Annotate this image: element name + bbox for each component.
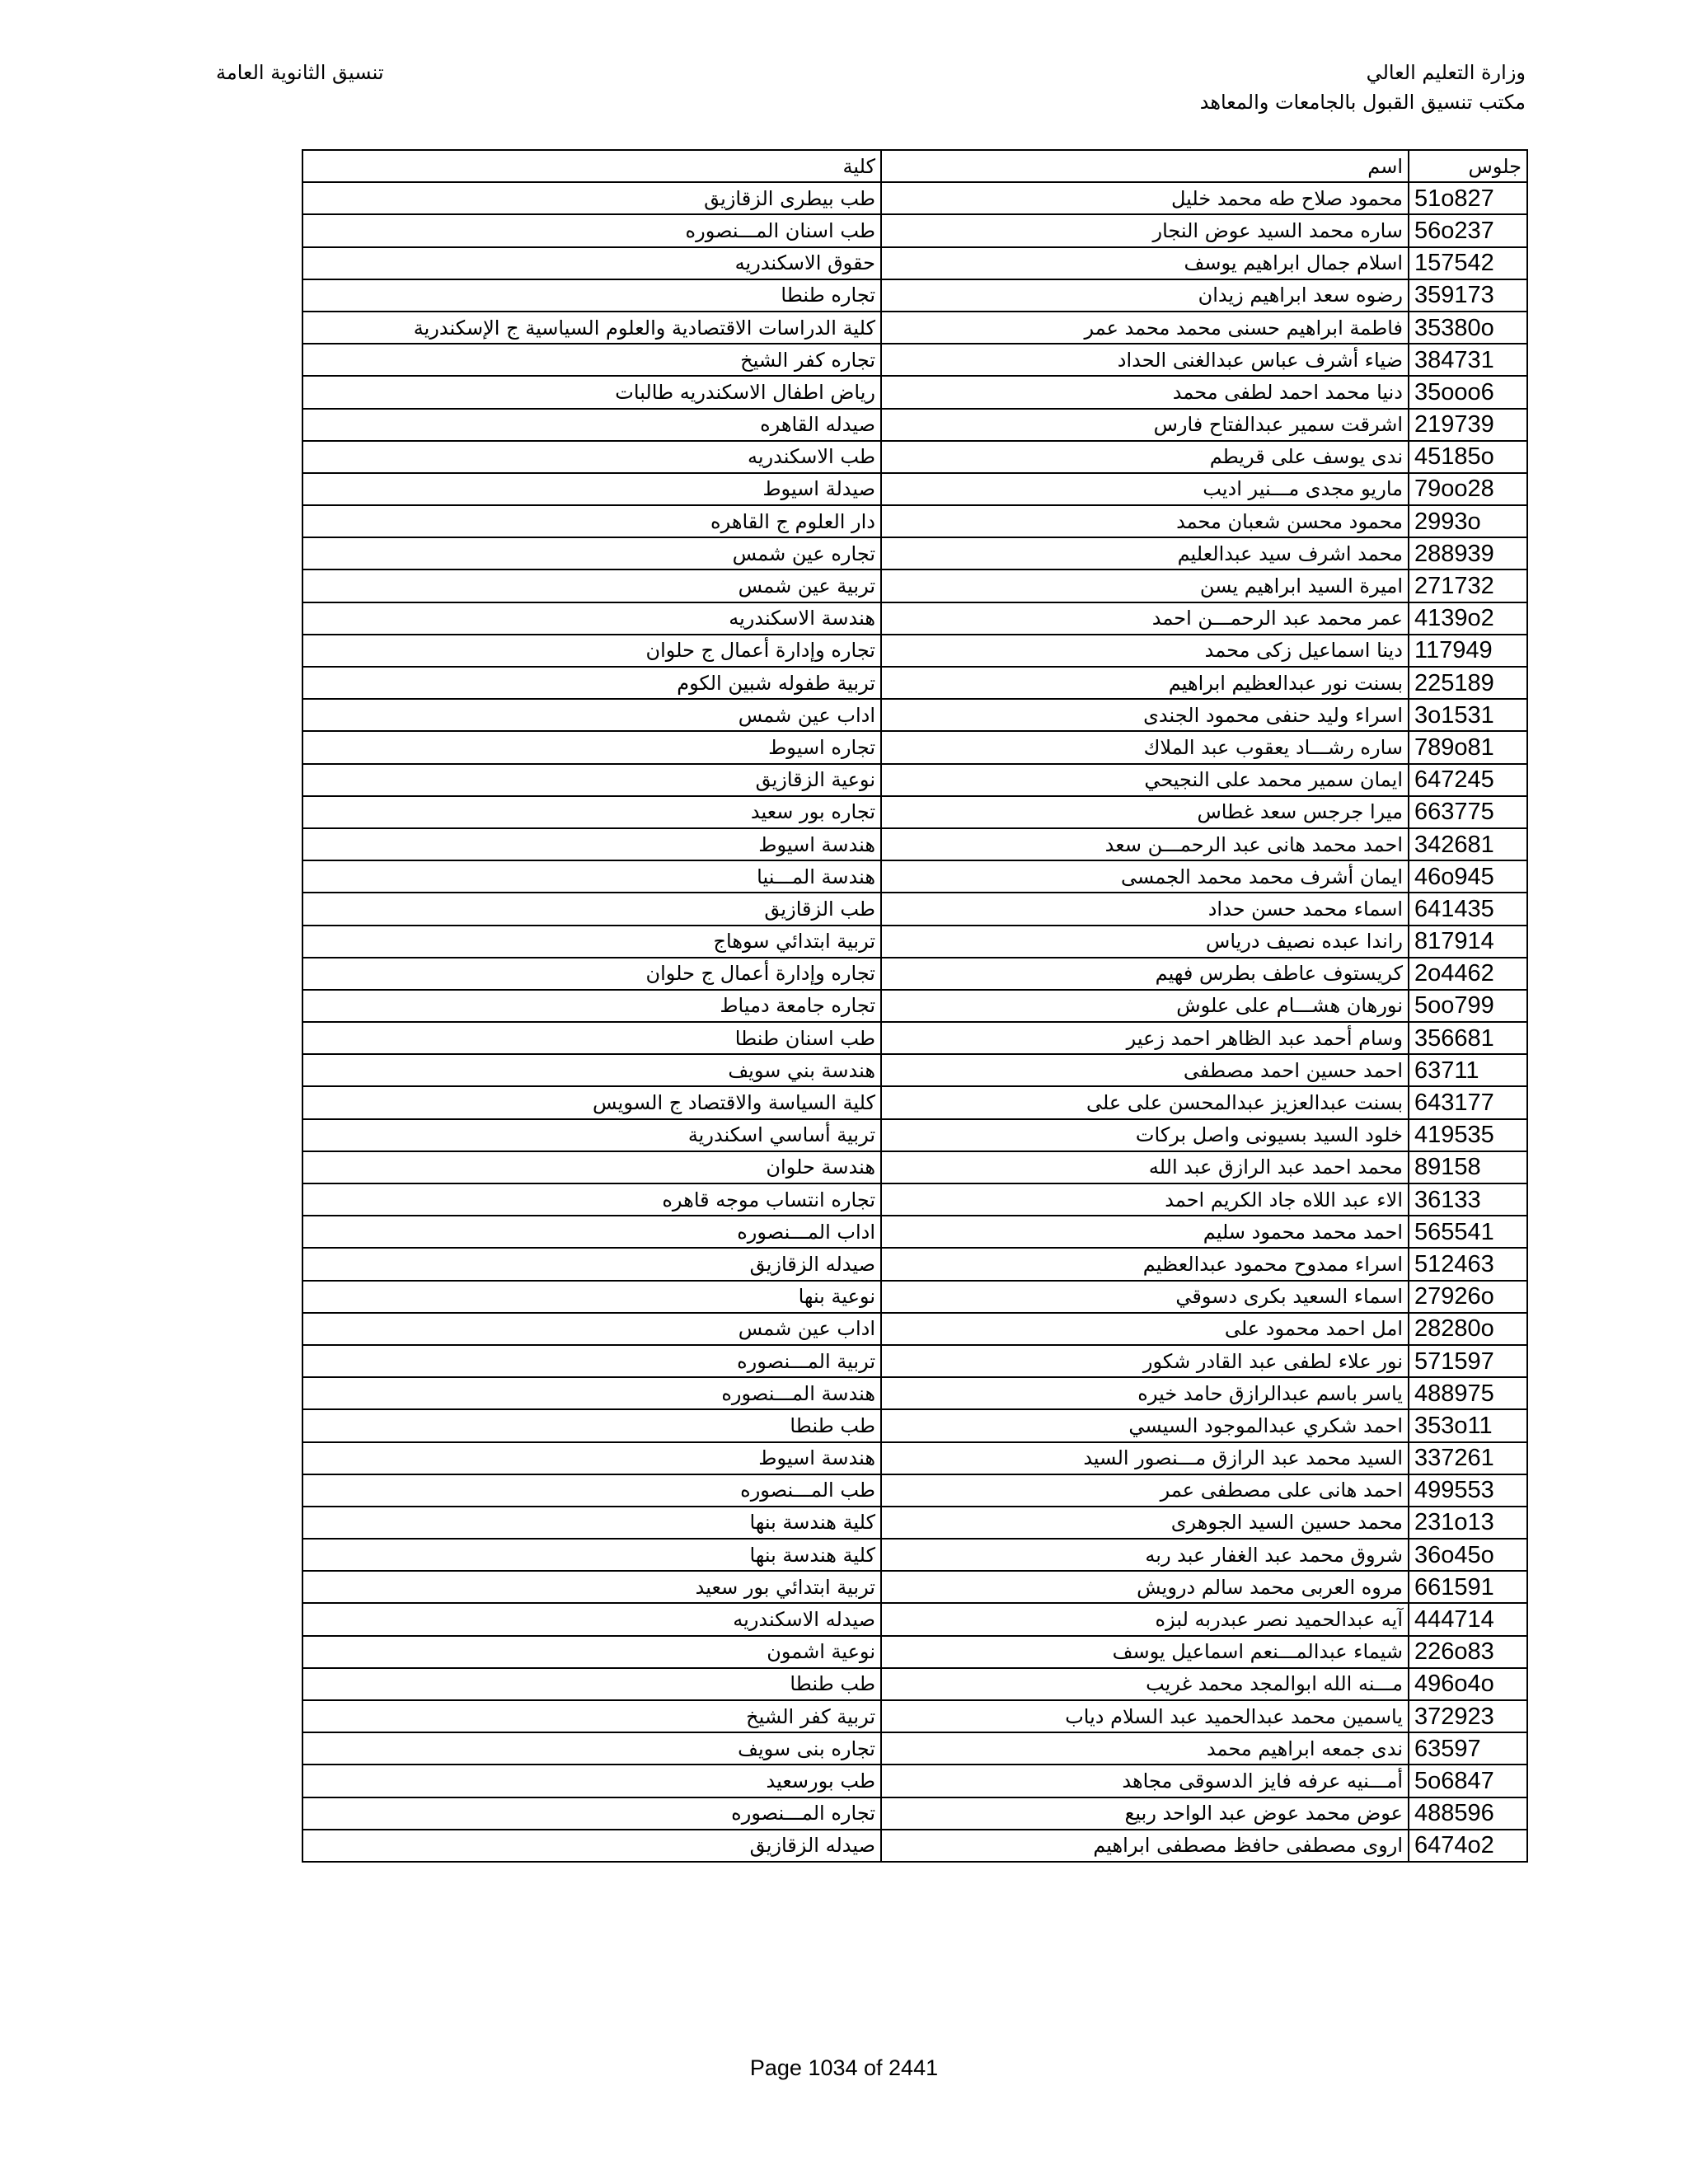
table-row bbox=[302, 473, 1527, 505]
table-row bbox=[302, 1765, 1527, 1797]
admissions-table bbox=[302, 149, 1528, 1863]
table-row bbox=[302, 1313, 1527, 1345]
table-row bbox=[302, 1603, 1527, 1635]
student-name-cell: ساره رشـــاد يعقوب عبد الملاك bbox=[881, 731, 1409, 763]
seat-number-cell: 647245 bbox=[1409, 764, 1527, 796]
table-row bbox=[302, 505, 1527, 537]
college-cell: تربية ابتدائي بور سعيد bbox=[302, 1571, 881, 1603]
seat-number-cell: 35ooo6 bbox=[1409, 376, 1527, 408]
table-row bbox=[302, 828, 1527, 860]
student-name-cell: اسماء محمد حسن حداد bbox=[881, 893, 1409, 925]
student-name-cell: آيه عبدالحميد نصر عبدربه لبزه bbox=[881, 1603, 1409, 1635]
student-name-cell: اروى مصطفى حافظ مصطفى ابراهيم bbox=[881, 1830, 1409, 1862]
table-row bbox=[302, 441, 1527, 473]
seat-number-cell: 157542 bbox=[1409, 247, 1527, 279]
college-cell: هندسة اسيوط bbox=[302, 1442, 881, 1474]
college-cell: تربية كفر الشيخ bbox=[302, 1700, 881, 1732]
table-row bbox=[302, 1571, 1527, 1603]
table-row bbox=[302, 860, 1527, 893]
table-row bbox=[302, 1797, 1527, 1830]
college-cell: صيدله القاهره bbox=[302, 409, 881, 441]
student-name-cell: محمد احمد عبد الرازق عبد الله bbox=[881, 1151, 1409, 1183]
college-cell: طب الزقازيق bbox=[302, 893, 881, 925]
college-cell: هندسة الاسكندريه bbox=[302, 602, 881, 635]
seat-number-cell: 225189 bbox=[1409, 667, 1527, 699]
college-cell: طب طنطا bbox=[302, 1409, 881, 1441]
table-row bbox=[302, 1281, 1527, 1313]
student-name-cell: اشرقت سمير عبدالفتاح فارس bbox=[881, 409, 1409, 441]
seat-number-cell: 565541 bbox=[1409, 1216, 1527, 1248]
seat-number-cell: 226o83 bbox=[1409, 1636, 1527, 1668]
student-name-cell: مـــنه الله ابوالمجد محمد غريب bbox=[881, 1668, 1409, 1700]
college-cell: رياض اطفال الاسكندريه طالبات bbox=[302, 376, 881, 408]
table-row bbox=[302, 537, 1527, 569]
student-name-cell: محمد اشرف سيد عبدالعليم bbox=[881, 537, 1409, 569]
table-row bbox=[302, 182, 1527, 214]
student-name-cell: عوض محمد عوض عبد الواحد ربيع bbox=[881, 1797, 1409, 1830]
student-name-cell: اسلام جمال ابراهيم يوسف bbox=[881, 247, 1409, 279]
table-row bbox=[302, 1345, 1527, 1377]
college-cell: صيدله الزقازيق bbox=[302, 1248, 881, 1280]
student-name-cell: احمد محمد هانى عبد الرحمـــن سعد bbox=[881, 828, 1409, 860]
college-cell: تجاره كفر الشيخ bbox=[302, 344, 881, 376]
table-row bbox=[302, 569, 1527, 602]
student-name-cell: ماريو مجدى مـــنير اديب bbox=[881, 473, 1409, 505]
page-number: Page 1034 of 2441 bbox=[749, 2055, 939, 2080]
table-row bbox=[302, 602, 1527, 635]
table-row bbox=[302, 1507, 1527, 1539]
seat-number-cell: 661591 bbox=[1409, 1571, 1527, 1603]
table-row bbox=[302, 409, 1527, 441]
table-row bbox=[302, 1539, 1527, 1571]
student-name-cell: محمود صلاح طه محمد خليل bbox=[881, 182, 1409, 214]
table-row bbox=[302, 344, 1527, 376]
college-cell: كلية السياسة والاقتصاد ج السويس bbox=[302, 1086, 881, 1118]
table-row bbox=[302, 1216, 1527, 1248]
table-row bbox=[302, 1636, 1527, 1668]
seat-number-cell: 27926o bbox=[1409, 1281, 1527, 1313]
student-name-cell: ساره محمد السيد عوض النجار bbox=[881, 214, 1409, 246]
table-header-row bbox=[302, 150, 1527, 182]
college-cell: طب بورسعيد bbox=[302, 1765, 881, 1797]
student-name-cell: اسراء وليد حنفى محمود الجندى bbox=[881, 699, 1409, 731]
college-cell: اداب عين شمس bbox=[302, 699, 881, 731]
seat-number-cell: 79oo28 bbox=[1409, 473, 1527, 505]
seat-number-cell: 789o81 bbox=[1409, 731, 1527, 763]
student-name-cell: ايمان سمير محمد على النجيحي bbox=[881, 764, 1409, 796]
table-row bbox=[302, 1668, 1527, 1700]
college-cell: تجاره بور سعيد bbox=[302, 796, 881, 828]
college-cell: تجاره المـــنصوره bbox=[302, 1797, 881, 1830]
table-row bbox=[302, 731, 1527, 763]
seat-number-cell: 512463 bbox=[1409, 1248, 1527, 1280]
table-row bbox=[302, 1474, 1527, 1507]
seat-number-cell: 2o4462 bbox=[1409, 958, 1527, 990]
column-header-college: كلية bbox=[302, 150, 881, 182]
table-row bbox=[302, 1830, 1527, 1862]
college-cell: تجاره وإدارة أعمال ج حلوان bbox=[302, 958, 881, 990]
seat-number-cell: 63711 bbox=[1409, 1054, 1527, 1086]
seat-number-cell: 3o1531 bbox=[1409, 699, 1527, 731]
student-name-cell: ميرا جرجس سعد غطاس bbox=[881, 796, 1409, 828]
seat-number-cell: 56o237 bbox=[1409, 214, 1527, 246]
seat-number-cell: 51o827 bbox=[1409, 182, 1527, 214]
college-cell: تربية المـــنصوره bbox=[302, 1345, 881, 1377]
college-cell: دار العلوم ج القاهره bbox=[302, 505, 881, 537]
college-cell: صيدله الزقازيق bbox=[302, 1830, 881, 1862]
table-row bbox=[302, 1119, 1527, 1151]
student-name-cell: اميرة السيد ابراهيم يسن bbox=[881, 569, 1409, 602]
college-cell: تجاره وإدارة أعمال ج حلوان bbox=[302, 635, 881, 667]
student-name-cell: بسنت نور عبدالعظيم ابراهيم bbox=[881, 667, 1409, 699]
seat-number-cell: 35380o bbox=[1409, 312, 1527, 344]
table-row bbox=[302, 247, 1527, 279]
student-name-cell: اسماء السعيد بكرى دسوقي bbox=[881, 1281, 1409, 1313]
seat-number-cell: 45185o bbox=[1409, 441, 1527, 473]
college-cell: تجاره طنطا bbox=[302, 279, 881, 312]
seat-number-cell: 288939 bbox=[1409, 537, 1527, 569]
college-cell: تربية عين شمس bbox=[302, 569, 881, 602]
table-row bbox=[302, 635, 1527, 667]
student-name-cell: ياسمين محمد عبدالحميد عبد السلام دياب bbox=[881, 1700, 1409, 1732]
table-row bbox=[302, 279, 1527, 312]
table-row bbox=[302, 667, 1527, 699]
student-name-cell: نور علاء لطفى عبد القادر شكور bbox=[881, 1345, 1409, 1377]
student-name-cell: شيماء عبدالمـــنعم اسماعيل يوسف bbox=[881, 1636, 1409, 1668]
student-name-cell: دينا اسماعيل زكى محمد bbox=[881, 635, 1409, 667]
table-row bbox=[302, 1054, 1527, 1086]
table-row bbox=[302, 796, 1527, 828]
seat-number-cell: 231o13 bbox=[1409, 1507, 1527, 1539]
seat-number-cell: 643177 bbox=[1409, 1086, 1527, 1118]
seat-number-cell: 271732 bbox=[1409, 569, 1527, 602]
seat-number-cell: 359173 bbox=[1409, 279, 1527, 312]
college-cell: صيدله الاسكندريه bbox=[302, 1603, 881, 1635]
table-row bbox=[302, 1377, 1527, 1409]
seat-number-cell: 817914 bbox=[1409, 926, 1527, 958]
seat-number-cell: 372923 bbox=[1409, 1700, 1527, 1732]
coordination-title: تنسيق الثانوية العامة bbox=[216, 61, 384, 84]
seat-number-cell: 342681 bbox=[1409, 828, 1527, 860]
seat-number-cell: 641435 bbox=[1409, 893, 1527, 925]
table-row bbox=[302, 1732, 1527, 1765]
student-name-cell: ياسر باسم عبدالرازق حامد خيره bbox=[881, 1377, 1409, 1409]
college-cell: طب اسنان المـــنصوره bbox=[302, 214, 881, 246]
table-row bbox=[302, 990, 1527, 1022]
college-cell: هندسة المـــنيا bbox=[302, 860, 881, 893]
table-row bbox=[302, 214, 1527, 246]
seat-number-cell: 419535 bbox=[1409, 1119, 1527, 1151]
college-cell: نوعية الزقازيق bbox=[302, 764, 881, 796]
table-row bbox=[302, 893, 1527, 925]
student-name-cell: محمود محسن شعبان محمد bbox=[881, 505, 1409, 537]
college-cell: طب الاسكندريه bbox=[302, 441, 881, 473]
seat-number-cell: 46o945 bbox=[1409, 860, 1527, 893]
seat-number-cell: 499553 bbox=[1409, 1474, 1527, 1507]
seat-number-cell: 571597 bbox=[1409, 1345, 1527, 1377]
seat-number-cell: 36o45o bbox=[1409, 1539, 1527, 1571]
table-row bbox=[302, 312, 1527, 344]
college-cell: طب طنطا bbox=[302, 1668, 881, 1700]
college-cell: هندسة اسيوط bbox=[302, 828, 881, 860]
college-cell: طب بيطرى الزقازيق bbox=[302, 182, 881, 214]
college-cell: كلية الدراسات الاقتصادية والعلوم السياسية ج الإسكندرية bbox=[302, 312, 881, 344]
seat-number-cell: 4139o2 bbox=[1409, 602, 1527, 635]
college-cell: تربية ابتدائي سوهاج bbox=[302, 926, 881, 958]
student-name-cell: محمد حسين السيد الجوهرى bbox=[881, 1507, 1409, 1539]
seat-number-cell: 488596 bbox=[1409, 1797, 1527, 1830]
office-title: مكتب تنسيق القبول بالجامعات والمعاهد bbox=[1199, 91, 1526, 114]
student-name-cell: راندا عبده نصيف درياس bbox=[881, 926, 1409, 958]
student-name-cell: السيد محمد عبد الرازق مـــنصور السيد bbox=[881, 1442, 1409, 1474]
student-name-cell: عمر محمد عبد الرحمـــن احمد bbox=[881, 602, 1409, 635]
college-cell: تربية أساسي اسكندرية bbox=[302, 1119, 881, 1151]
college-cell: تجاره اسيوط bbox=[302, 731, 881, 763]
college-cell: كلية هندسة بنها bbox=[302, 1539, 881, 1571]
seat-number-cell: 356681 bbox=[1409, 1022, 1527, 1054]
table-row bbox=[302, 1700, 1527, 1732]
college-cell: تجاره انتساب موجه قاهره bbox=[302, 1183, 881, 1216]
header-right bbox=[1200, 58, 1526, 117]
student-name-cell: احمد شكري عبدالموجود السيسي bbox=[881, 1409, 1409, 1441]
table-row bbox=[302, 764, 1527, 796]
table-row bbox=[302, 958, 1527, 990]
student-name-cell: مروه العربى محمد سالم درويش bbox=[881, 1571, 1409, 1603]
student-name-cell: اسراء ممدوح محمود عبدالعظيم bbox=[881, 1248, 1409, 1280]
table-row bbox=[302, 699, 1527, 731]
seat-number-cell: 63597 bbox=[1409, 1732, 1527, 1765]
seat-number-cell: 663775 bbox=[1409, 796, 1527, 828]
table-row bbox=[302, 1409, 1527, 1441]
college-cell: تجاره جامعة دمياط bbox=[302, 990, 881, 1022]
seat-number-cell: 117949 bbox=[1409, 635, 1527, 667]
college-cell: كلية هندسة بنها bbox=[302, 1507, 881, 1539]
seat-number-cell: 384731 bbox=[1409, 344, 1527, 376]
seat-number-cell: 5o6847 bbox=[1409, 1765, 1527, 1797]
seat-number-cell: 6474o2 bbox=[1409, 1830, 1527, 1862]
student-name-cell: ايمان أشرف محمد محمد الجمسى bbox=[881, 860, 1409, 893]
column-header-seat: جلوس bbox=[1409, 150, 1527, 182]
seat-number-cell: 5oo799 bbox=[1409, 990, 1527, 1022]
student-name-cell: كريستوف عاطف بطرس فهيم bbox=[881, 958, 1409, 990]
student-name-cell: ندى يوسف على قريطم bbox=[881, 441, 1409, 473]
table-row bbox=[302, 1086, 1527, 1118]
student-name-cell: امل احمد محمود على bbox=[881, 1313, 1409, 1345]
college-cell: نوعية بنها bbox=[302, 1281, 881, 1313]
seat-number-cell: 36133 bbox=[1409, 1183, 1527, 1216]
seat-number-cell: 444714 bbox=[1409, 1603, 1527, 1635]
college-cell: اداب المـــنصوره bbox=[302, 1216, 881, 1248]
table-row bbox=[302, 926, 1527, 958]
college-cell: اداب عين شمس bbox=[302, 1313, 881, 1345]
table-row bbox=[302, 1248, 1527, 1280]
college-cell: صيدلة اسيوط bbox=[302, 473, 881, 505]
student-name-cell: خلود السيد بسيونى واصل بركات bbox=[881, 1119, 1409, 1151]
student-name-cell: احمد محمد محمود سليم bbox=[881, 1216, 1409, 1248]
college-cell: تربية طفوله شبين الكوم bbox=[302, 667, 881, 699]
ministry-title: وزارة التعليم العالي bbox=[1366, 61, 1526, 84]
college-cell: هندسة بني سويف bbox=[302, 1054, 881, 1086]
seat-number-cell: 89158 bbox=[1409, 1151, 1527, 1183]
student-name-cell: ندى جمعه ابراهيم محمد bbox=[881, 1732, 1409, 1765]
student-name-cell: وسام أحمد عبد الظاهر احمد زعير bbox=[881, 1022, 1409, 1054]
table-row bbox=[302, 1442, 1527, 1474]
student-name-cell: الاء عبد اللاه جاد الكريم احمد bbox=[881, 1183, 1409, 1216]
table-body bbox=[302, 150, 1527, 1862]
student-name-cell: بسنت عبدالعزيز عبدالمحسن على على bbox=[881, 1086, 1409, 1118]
student-name-cell: أمـــنيه عرفه فايز الدسوقى مجاهد bbox=[881, 1765, 1409, 1797]
college-cell: تجاره عين شمس bbox=[302, 537, 881, 569]
student-name-cell: شروق محمد عبد الغفار عبد ربه bbox=[881, 1539, 1409, 1571]
seat-number-cell: 337261 bbox=[1409, 1442, 1527, 1474]
seat-number-cell: 2993o bbox=[1409, 505, 1527, 537]
college-cell: طب اسنان طنطا bbox=[302, 1022, 881, 1054]
table-row bbox=[302, 1183, 1527, 1216]
college-cell: طب المـــنصوره bbox=[302, 1474, 881, 1507]
college-cell: تجاره بنى سويف bbox=[302, 1732, 881, 1765]
seat-number-cell: 353o11 bbox=[1409, 1409, 1527, 1441]
student-name-cell: فاطمة ابراهيم حسنى محمد محمد عمر bbox=[881, 312, 1409, 344]
seat-number-cell: 219739 bbox=[1409, 409, 1527, 441]
college-cell: نوعية اشمون bbox=[302, 1636, 881, 1668]
student-name-cell: احمد هانى على مصطفى عمر bbox=[881, 1474, 1409, 1507]
table-row bbox=[302, 376, 1527, 408]
student-name-cell: نورهان هشـــام على علوش bbox=[881, 990, 1409, 1022]
seat-number-cell: 28280o bbox=[1409, 1313, 1527, 1345]
student-name-cell: رضوه سعد ابراهيم زيدان bbox=[881, 279, 1409, 312]
college-cell: هندسة حلوان bbox=[302, 1151, 881, 1183]
seat-number-cell: 488975 bbox=[1409, 1377, 1527, 1409]
student-name-cell: دنيا محمد احمد لطفى محمد bbox=[881, 376, 1409, 408]
student-name-cell: احمد حسين احمد مصطفى bbox=[881, 1054, 1409, 1086]
table-row bbox=[302, 1151, 1527, 1183]
seat-number-cell: 496o4o bbox=[1409, 1668, 1527, 1700]
column-header-name: اسم bbox=[881, 150, 1409, 182]
college-cell: هندسة المـــنصوره bbox=[302, 1377, 881, 1409]
student-name-cell: ضياء أشرف عباس عبدالغنى الحداد bbox=[881, 344, 1409, 376]
table-row bbox=[302, 1022, 1527, 1054]
college-cell: حقوق الاسكندريه bbox=[302, 247, 881, 279]
